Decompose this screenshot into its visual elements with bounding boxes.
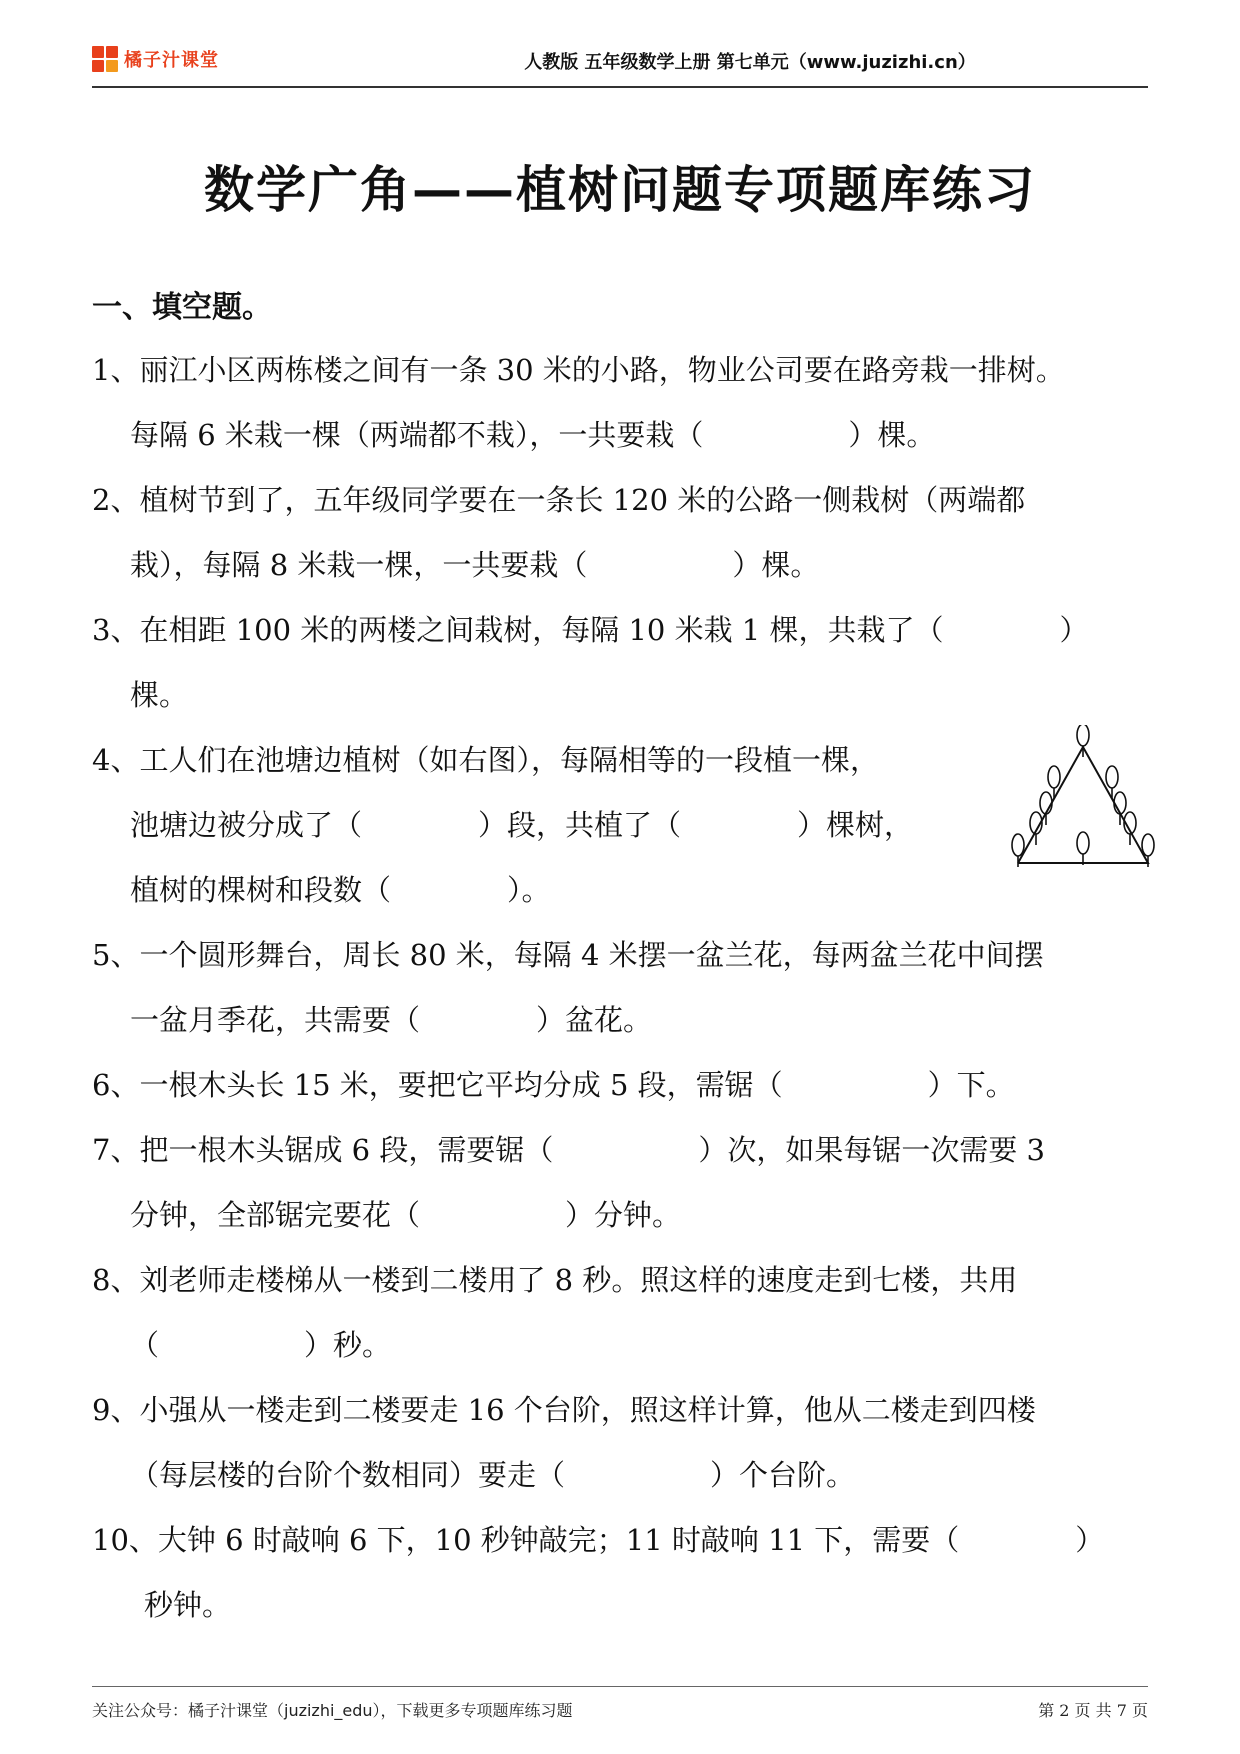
question-9 <box>92 1378 1152 1508</box>
header-title: 人教版 五年级数学上册 第七单元（www.juzizhi.cn） <box>524 52 976 73</box>
question-10 <box>92 1508 1152 1638</box>
tree-icons <box>1012 725 1154 867</box>
question-line: 栽），每隔 8 米栽一棵，一共要栽（ ）棵。 <box>130 548 820 582</box>
page-number: 第 2 页 共 7 页 <box>1038 1701 1148 1720</box>
header-divider <box>92 86 1148 88</box>
page-header <box>92 40 1148 88</box>
question-line: 9、小强从一楼走到二楼要走 16 个台阶，照这样计算，他从二楼走到四楼 <box>92 1393 1036 1427</box>
question-line: 6、一根木头长 15 米，要把它平均分成 5 段，需锯（ ）下。 <box>92 1068 1015 1102</box>
section-title: 一、填空题。 <box>92 290 272 325</box>
question-5 <box>92 923 1152 1053</box>
logo-icon <box>92 46 118 72</box>
question-4 <box>92 728 1152 923</box>
question-2 <box>92 468 1152 598</box>
question-line: 2、植树节到了，五年级同学要在一条长 120 米的公路一侧栽树（两端都 <box>92 483 1026 517</box>
question-line: （ ）秒。 <box>130 1328 392 1362</box>
question-1 <box>92 338 1152 468</box>
question-line: 棵。 <box>130 678 189 712</box>
question-line: 7、把一根木头锯成 6 段，需要锯（ ）次，如果每锯一次需要 3 <box>92 1133 1046 1167</box>
question-list <box>92 338 1152 1638</box>
question-line: 1、丽江小区两栋楼之间有一条 30 米的小路，物业公司要在路旁栽一排树。 <box>92 353 1065 387</box>
question-line: 8、刘老师走楼梯从一楼到二楼用了 8 秒。照这样的速度走到七楼，共用 <box>92 1263 1018 1297</box>
page-footer <box>92 1686 1148 1726</box>
footer-note: 关注公众号：橘子汁课堂（juzizhi_edu），下载更多专项题库练习题 <box>92 1701 573 1720</box>
question-line: 5、一个圆形舞台，周长 80 米，每隔 4 米摆一盆兰花，每两盆兰花中间摆 <box>92 938 1044 972</box>
question-3 <box>92 598 1152 728</box>
question-line: （每层楼的台阶个数相同）要走（ ）个台阶。 <box>130 1458 856 1492</box>
page-title: 数学广角——植树问题专项题库练习 <box>204 161 1036 219</box>
question-line: 植树的棵树和段数（ ）。 <box>130 873 551 907</box>
logo <box>92 46 219 72</box>
question-line: 分钟，全部锯完要花（ ）分钟。 <box>130 1198 682 1232</box>
question-7 <box>92 1118 1152 1248</box>
question-line: 每隔 6 米栽一棵（两端都不栽），一共要栽（ ）棵。 <box>130 418 936 452</box>
question-line: 10、大钟 6 时敲响 6 下，10 秒钟敲完；11 时敲响 11 下，需要（ ） <box>92 1523 1105 1557</box>
question-6 <box>92 1053 1152 1118</box>
footer-divider <box>92 1686 1148 1687</box>
question-line: 3、在相距 100 米的两楼之间栽树，每隔 10 米栽 1 棵，共栽了（ ） <box>92 613 1089 647</box>
question-line: 4、工人们在池塘边植树（如右图），每隔相等的一段植一棵， <box>92 743 879 777</box>
question-line: 一盆月季花，共需要（ ）盆花。 <box>130 1003 653 1037</box>
question-8 <box>92 1248 1152 1378</box>
question-line: 池塘边被分成了（ ）段，共植了（ ）棵树， <box>130 808 914 842</box>
question-line: 秒钟。 <box>144 1588 232 1622</box>
triangle-tree-figure <box>1008 725 1158 875</box>
logo-text: 橘子汁课堂 <box>124 50 219 71</box>
